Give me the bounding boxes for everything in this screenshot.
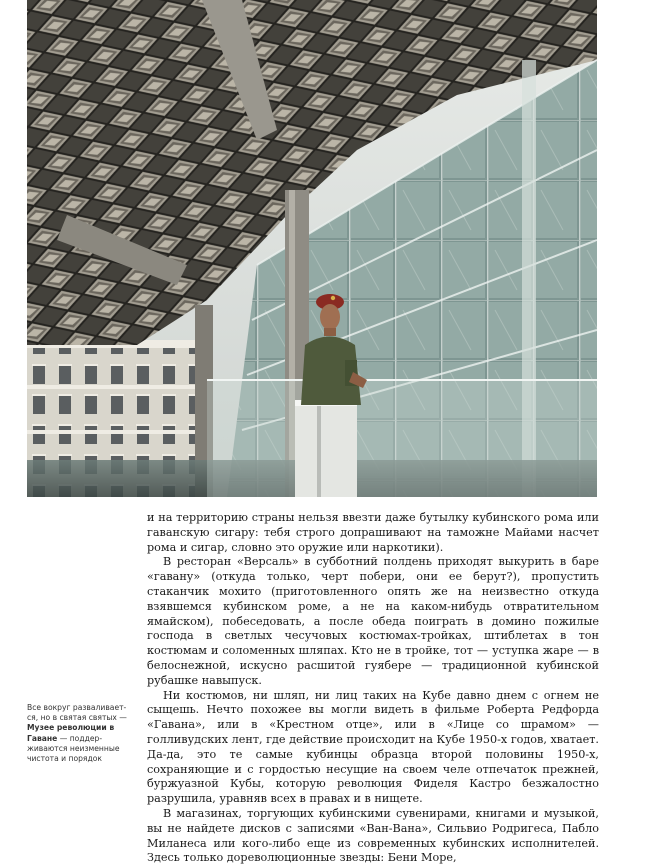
caption-intro: Все вокруг разваливает-ся, но в святая святых —	[27, 703, 127, 723]
museum-photo	[27, 0, 597, 497]
paragraph-4: В магазинах, торгующих кубинскими сувенирами, книгами и музыкой, вы не найдете дисков с записями «Ван-Вана», Сильвио Родригеса, Пабло Миланеса или кого-либо еще из современных кубинских исполнителей. Здесь только дореволюционные звезды: Бени Море,	[147, 806, 599, 865]
photo-illustration	[27, 0, 597, 497]
caption-end: — поддер-живаются неизменные чистота и порядок	[27, 733, 120, 764]
caption-museum-name: Музее революции в Гаване	[27, 723, 115, 743]
paragraph-2: В ресторан «Версаль» в субботний полдень приходят выкурить в баре «гавану» (откуда только, черт побери, они ее берут?), пропустить стаканчик мохито (приготовленного опять же на неизвестно откуда взявшемся кубинском роме, а не на каком-нибудь отвратительном ямайском), побеседовать, а после обеда поиграть в домино пожилые господа в светлых чесучовых костюмах-тройках, штиблетах в тон костюмам и соломенных шляпах. Кто не в тройке, тот — уступка жаре — в белоснежной, искусно расшитой гуябере — традиционной кубинской рубашке навыпуск.	[147, 555, 599, 687]
photo-caption	[27, 703, 127, 764]
paragraph-3: Ни костюмов, ни шляп, ни лиц таких на Кубе давно днем с огнем не сыщешь. Нечто похожее вы могли видеть в фильме Роберта Редфорда «Гавана», или в «Крестном отце», или в «Лице со шрамом» — голливудских лент, где действие происходит на Кубе 1950-х годов, хватает. Да-да, это те самые кубинцы образца второй половины 1950-х, сохраняющие и с гордостью несущие на своем челе отпечаток прежней, буржуазной Кубы, которую революция Фиделя Кастро безжалостно разрушила, уравняв всех в правах и в нищете.	[147, 688, 599, 806]
article-body	[147, 511, 599, 866]
paragraph-1: и на территорию страны нельзя ввезти даже бутылку кубинского рома или гаванскую сигару: тебя строго допрашивают на таможне Майами насчет рома и сигар, словно это оружие или наркотики).	[147, 511, 599, 554]
